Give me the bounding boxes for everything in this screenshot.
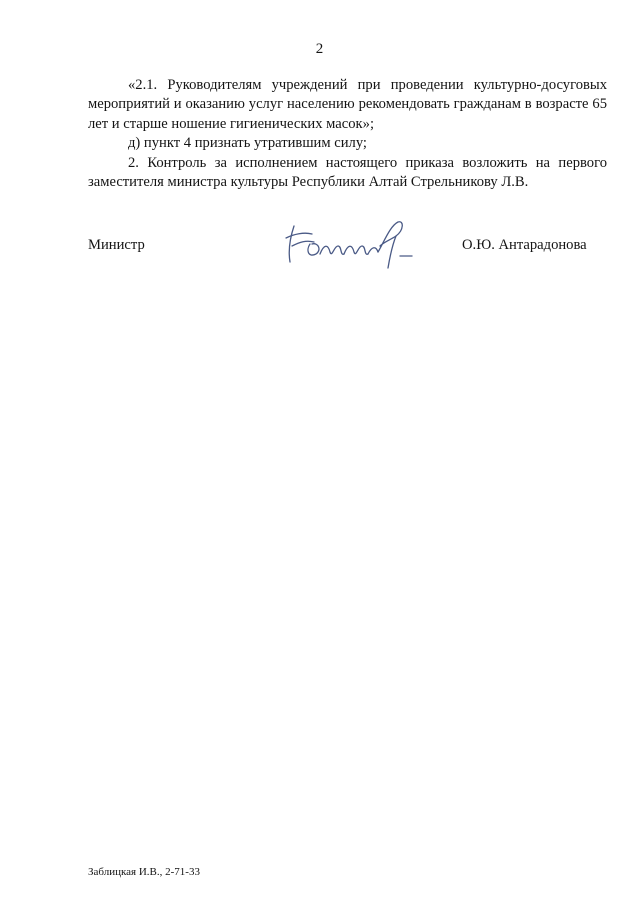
handwritten-signature-icon [284,216,424,272]
paragraph-item-2: 2. Контроль за исполнением настоящего приказа возложить на первого заместителя министра культуры Республики Алтай Стрельникову Л.В. [88,154,607,191]
signatory-name: О.Ю. Антарадонова [462,237,587,253]
document-body [88,76,607,192]
signatory-role: Министр [88,237,145,253]
paragraph-item-d: д) пункт 4 признать утратившим силу; [128,135,367,152]
page-number: 2 [315,41,324,57]
paragraph-item-2-1: «2.1. Руководителям учреждений при проведении культурно-досуговых мероприятий и оказанию услуг населению рекомендовать гражданам в возрасте 65 лет и старше ношение гигиенических масок»; [88,77,607,132]
executor-contact: Заблицкая И.В., 2-71-33 [88,866,200,878]
